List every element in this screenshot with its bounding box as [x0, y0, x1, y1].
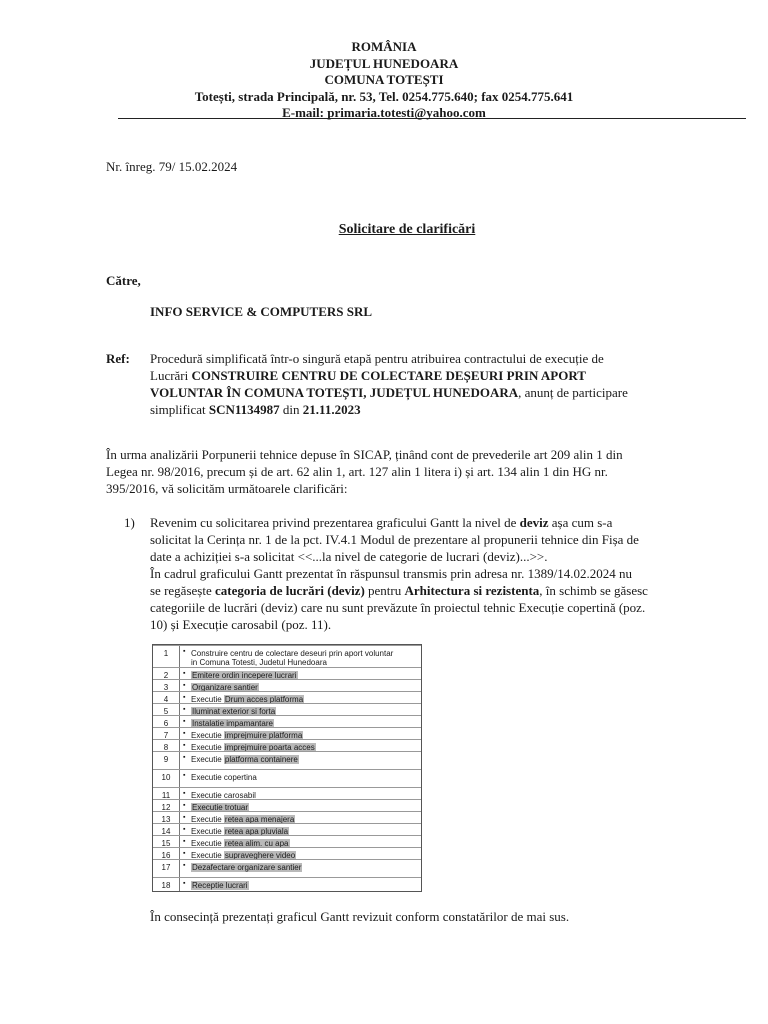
letterhead-commune: COMUNA TOTEȘTI: [324, 72, 444, 87]
gantt-task-prefix: Executie: [191, 827, 224, 836]
ref-project-location: VOLUNTAR ÎN COMUNA TOTEȘTI, JUDEȚUL HUNEDOARA: [150, 385, 519, 400]
gantt-row: [153, 859, 421, 878]
gantt-task-highlighted: Receptie lucrari: [192, 881, 248, 890]
gantt-task-prefix: Executie: [191, 755, 224, 764]
item-1-line-4: În cadrul graficului Gantt prezentat în răspunsul transmis prin adresa nr. 1389/14.02.2024 nu: [150, 566, 632, 581]
gantt-row-number: 15: [161, 839, 171, 848]
item-1-line-7: 10) și Execuție carosabil (poz. 11).: [150, 617, 332, 632]
gantt-row-number: 3: [163, 683, 169, 692]
item-1-line-5-e: , în schimb se găsesc: [539, 583, 648, 598]
conclusion-text: În consecință prezentați graficul Gantt revizuit conform constatărilor de mai sus.: [150, 909, 570, 924]
gantt-task-type-icon: ▪: [183, 694, 186, 701]
gantt-row: [153, 751, 421, 770]
email-label: E-mail:: [282, 105, 328, 120]
email-link[interactable]: primaria.totesti@yahoo.com: [327, 105, 486, 120]
letterhead-address: Totești, strada Principală, nr. 53, Tel. 0254.775.640; fax 0254.775.641: [194, 89, 574, 104]
gantt-row-number: 4: [163, 695, 169, 704]
gantt-task-prefix: Executie: [191, 731, 224, 740]
gantt-task-type-icon: ▪: [183, 862, 186, 869]
gantt-task-prefix: Executie carosabil: [191, 791, 256, 800]
gantt-task-highlighted: Dezafectare organizare santier: [192, 863, 302, 872]
gantt-task-prefix: Executie: [191, 851, 224, 860]
item-1-number: 1): [124, 515, 135, 530]
item-1-line-2: solicitat la Cerința nr. 1 de la pct. IV.4.1 Modul de prezentare al propunerii tehnice din Fișa de: [150, 532, 639, 547]
ref-notice-code: SCN1134987: [208, 402, 280, 417]
item-1-line-5-a: se regăsește: [150, 583, 215, 598]
ref-project-name: CONSTRUIRE CENTRU DE COLECTARE DEȘEURI PRIN APORT: [191, 368, 586, 383]
item-1-line-6: categoriile de lucrări (deviz) care nu sunt prevăzute în proiectul tehnic Execuție copertină (poz.: [150, 600, 646, 615]
item-1-line-5: [150, 582, 734, 599]
item-1-text: [150, 514, 734, 633]
gantt-table-excerpt: [152, 644, 422, 892]
gantt-task-prefix: Construire centru de colectare deseuri prin aport voluntar: [191, 649, 394, 658]
ref-line-4-text: simplificat: [150, 402, 209, 417]
gantt-task-type-icon: ▪: [183, 682, 186, 689]
gantt-task-name: [191, 863, 302, 872]
gantt-row-number: 6: [163, 719, 169, 728]
recipient-label: Către,: [106, 273, 141, 288]
item-1-line-1: [150, 514, 734, 531]
gantt-task-highlighted: retea apa pluviala: [224, 827, 289, 836]
gantt-task-highlighted: Organizare santier: [192, 683, 258, 692]
ref-line-4: [150, 401, 732, 418]
item-1-line-5-c: pentru: [364, 583, 405, 598]
gantt-task-prefix: Executie: [191, 839, 224, 848]
header-divider: [118, 118, 746, 119]
gantt-task-type-icon: ▪: [183, 754, 186, 761]
gantt-task-type-icon: ▪: [183, 706, 186, 713]
gantt-task-name: [191, 773, 257, 782]
gantt-row: [153, 769, 421, 788]
gantt-row-number: 7: [163, 731, 169, 740]
gantt-task-type-icon: ▪: [183, 880, 186, 887]
gantt-row: [153, 645, 421, 668]
ref-line-2-text: Lucrări: [150, 368, 192, 383]
gantt-row-number: 14: [161, 827, 171, 836]
gantt-row-number: 8: [163, 743, 169, 752]
gantt-row-number: 9: [163, 755, 169, 764]
gantt-task-type-icon: ▪: [183, 718, 186, 725]
gantt-task-prefix: Executie: [191, 695, 224, 704]
gantt-task-type-icon: ▪: [183, 730, 186, 737]
gantt-task-highlighted: retea apa menajera: [224, 815, 295, 824]
gantt-row-number: 2: [163, 671, 169, 680]
item-1-line-1-c: așa cum s-a: [548, 515, 613, 530]
item-1-line-5-category: categoria de lucrări (deviz): [214, 583, 365, 598]
ref-label: Ref:: [106, 351, 130, 366]
intro-paragraph: [106, 446, 736, 497]
document-title: Solicitare de clarificări: [338, 222, 476, 237]
ref-line-3: [150, 384, 732, 401]
gantt-task-type-icon: ▪: [183, 838, 186, 845]
ref-line-4-from: din: [279, 402, 303, 417]
gantt-task-prefix: Executie copertina: [191, 773, 257, 782]
gantt-task-type-icon: ▪: [183, 742, 186, 749]
item-1-line-1-a: Revenim cu solicitarea privind prezentarea graficului Gantt la nivel de: [150, 515, 520, 530]
gantt-task-type-icon: ▪: [183, 850, 186, 857]
gantt-task-highlighted: Instalatie impamantare: [192, 719, 273, 728]
gantt-row: [153, 877, 421, 892]
gantt-row-number: 17: [161, 863, 171, 872]
gantt-row-number: 12: [161, 803, 171, 812]
gantt-task-type-icon: ▪: [183, 802, 186, 809]
gantt-task-type-icon: ▪: [183, 772, 186, 779]
ref-notice-date: 21.11.2023: [302, 402, 361, 417]
gantt-task-highlighted: retea alim. cu apa: [224, 839, 289, 848]
item-1-line-5-architecture: Arhitectura si rezistenta: [404, 583, 540, 598]
gantt-task-highlighted: imprejmuire poarta acces: [224, 743, 315, 752]
gantt-task-highlighted: Executie trotuar: [192, 803, 249, 812]
gantt-task-type-icon: ▪: [183, 648, 186, 655]
gantt-task-type-icon: ▪: [183, 790, 186, 797]
item-1-line-3: date a achiziției s-a solicitat <<...la nivel de categorie de lucrari (deviz)...>>.: [150, 549, 548, 564]
gantt-task-highlighted: Iluminat exterior si forta: [192, 707, 276, 716]
registration-number: Nr. înreg. 79/ 15.02.2024: [106, 159, 238, 174]
gantt-row-number: 1: [163, 649, 169, 658]
gantt-row-number: 5: [163, 707, 169, 716]
gantt-task-prefix: Executie: [191, 815, 224, 824]
gantt-task-name: [191, 649, 393, 667]
letterhead-country: ROMÂNIA: [351, 39, 417, 54]
gantt-row-number: 10: [161, 773, 171, 782]
ref-line-3-text: , anunț de participare: [518, 385, 628, 400]
gantt-row-number: 18: [161, 881, 171, 890]
gantt-task-type-icon: ▪: [183, 670, 186, 677]
item-1-line-1-deviz: deviz: [519, 515, 549, 530]
gantt-task-prefix: Executie: [191, 743, 224, 752]
gantt-task-highlighted: supraveghere video: [224, 851, 296, 860]
gantt-task-type-icon: ▪: [183, 826, 186, 833]
gantt-row-number: 13: [161, 815, 171, 824]
gantt-task-name: [191, 755, 299, 764]
ref-line-1: Procedură simplificată într-o singură etapă pentru atribuirea contractului de execuție de: [150, 351, 604, 366]
gantt-row-number: 16: [161, 851, 171, 860]
gantt-task-type-icon: ▪: [183, 814, 186, 821]
intro-line-3: 395/2016, vă solicităm următoarele clarificări:: [106, 481, 348, 496]
gantt-task-highlighted: Drum acces platforma: [224, 695, 304, 704]
letterhead-county: JUDEȚUL HUNEDOARA: [309, 56, 459, 71]
intro-line-2: Legea nr. 98/2016, precum și de art. 62 alin 1, art. 127 alin 1 litera i) și art. 134 alin 1 din HG nr.: [106, 464, 608, 479]
gantt-row-number: 11: [161, 791, 171, 800]
intro-line-1: În urma analizării Porpunerii tehnice depuse în SICAP, ținând cont de prevederile art 209 alin 1 din: [106, 447, 623, 462]
gantt-task-second-line: in Comuna Totesti, Judetul Hunedoara: [191, 658, 327, 667]
gantt-task-highlighted: Emitere ordin incepere lucrari: [192, 671, 297, 680]
ref-line-2: [150, 367, 732, 384]
gantt-task-name: [191, 881, 249, 890]
gantt-task-highlighted: imprejmuire platforma: [224, 731, 303, 740]
gantt-task-highlighted: platforma containere: [224, 755, 298, 764]
recipient-company: INFO SERVICE & COMPUTERS SRL: [150, 304, 373, 319]
ref-block: [150, 350, 732, 418]
